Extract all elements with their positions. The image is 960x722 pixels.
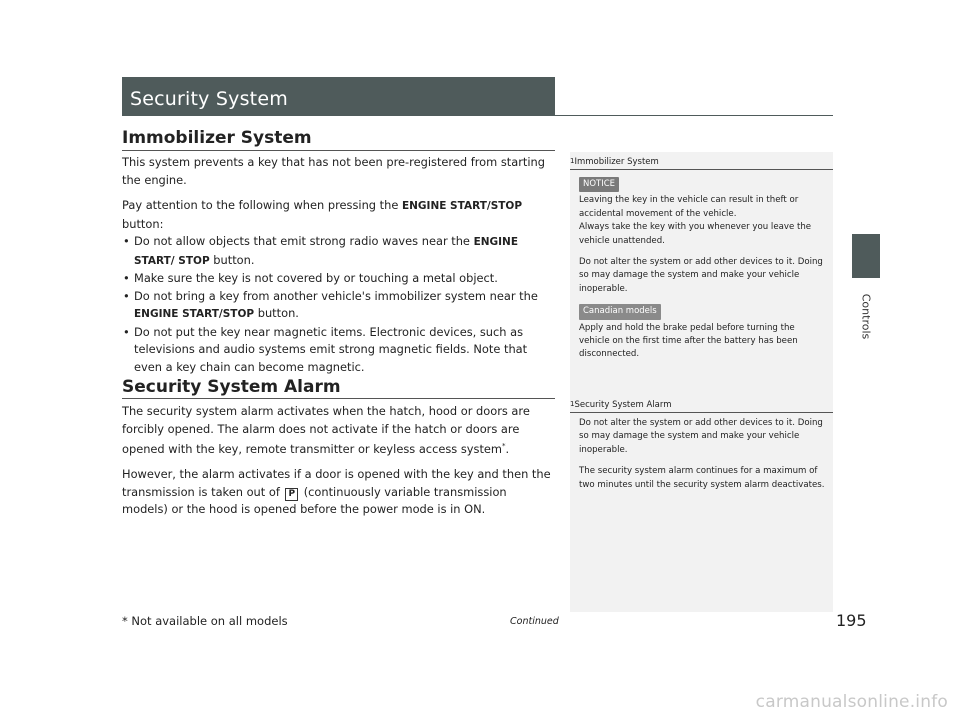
footnote: * Not available on all models [122,614,288,628]
alarm-para-2: However, the alarm activates if a door is opened with the key and then the transmission is taken out of P (continuously variable transmission models) or the hood is opened before the power mode is in ON. [122,467,551,517]
note-immobilizer-heading: $^1$Immobilizer System [570,157,833,170]
list-item: • Do not allow objects that emit strong radio waves near the ENGINE START/ STOP button. [122,233,552,270]
list-item: • Do not put the key near magnetic items. Electronic devices, such as televisions and audio systems emit strong magnetic fields. Note that even a key chain can become magnetic. [122,324,552,377]
note-alarm-heading: $^1$Security System Alarm [570,400,833,413]
canadian-models-tag: Canadian models [579,304,661,319]
alarm-body [122,403,552,527]
list-item: • Do not bring a key from another vehicle's immobilizer system near the ENGINE START/STOP button. [122,288,552,324]
alarm-para-1: The security system alarm activates when the hatch, hood or doors are forcibly opened. The alarm does not activate if the hatch or doors are opened with the key, remote transmitter or keyless access system*. [122,404,530,456]
continued-label: Continued [510,616,559,627]
immobilizer-heading: Immobilizer System [122,128,312,148]
immobilizer-heading-rule [122,150,555,151]
note-immobilizer-body: NOTICE Leaving the key in the vehicle can result in theft or accidental movement of the vehicle. Always take the key with you whenever you leave the vehicle unattended. Do not alter the system or add other devices to it. Doing so may damage the system and make your vehicle inoperable. Canadian models Apply and hold the brake pedal before turning the vehicle on the first time after the battery has been disconnected. [579,179,823,360]
immobilizer-intro: This system prevents a key that has not been pre-registered from starting the engine. [122,155,545,187]
header-divider [122,115,833,116]
park-position-symbol: P [285,488,298,501]
immobilizer-attention: Pay attention to the following when pressing the ENGINE START/STOP button: [122,198,523,231]
chapter-tab-label: Controls [859,293,873,340]
chapter-tab [852,234,880,278]
immobilizer-bullets [122,233,552,376]
watermark: carmanualsonline.info [755,692,948,712]
alarm-heading-rule [122,398,555,399]
note-alarm-body: Do not alter the system or add other devices to it. Doing so may damage the system and make your vehicle inoperable. The security system alarm continues for a maximum of two minutes until the security system alarm deactivates. [579,418,825,490]
immobilizer-body [122,154,552,376]
notice-tag: NOTICE [579,177,619,192]
section-title: Security System [130,88,288,110]
page-number: 195 [836,611,867,630]
list-item: • Make sure the key is not covered by or touching a metal object. [122,270,552,288]
alarm-heading: Security System Alarm [122,377,341,397]
